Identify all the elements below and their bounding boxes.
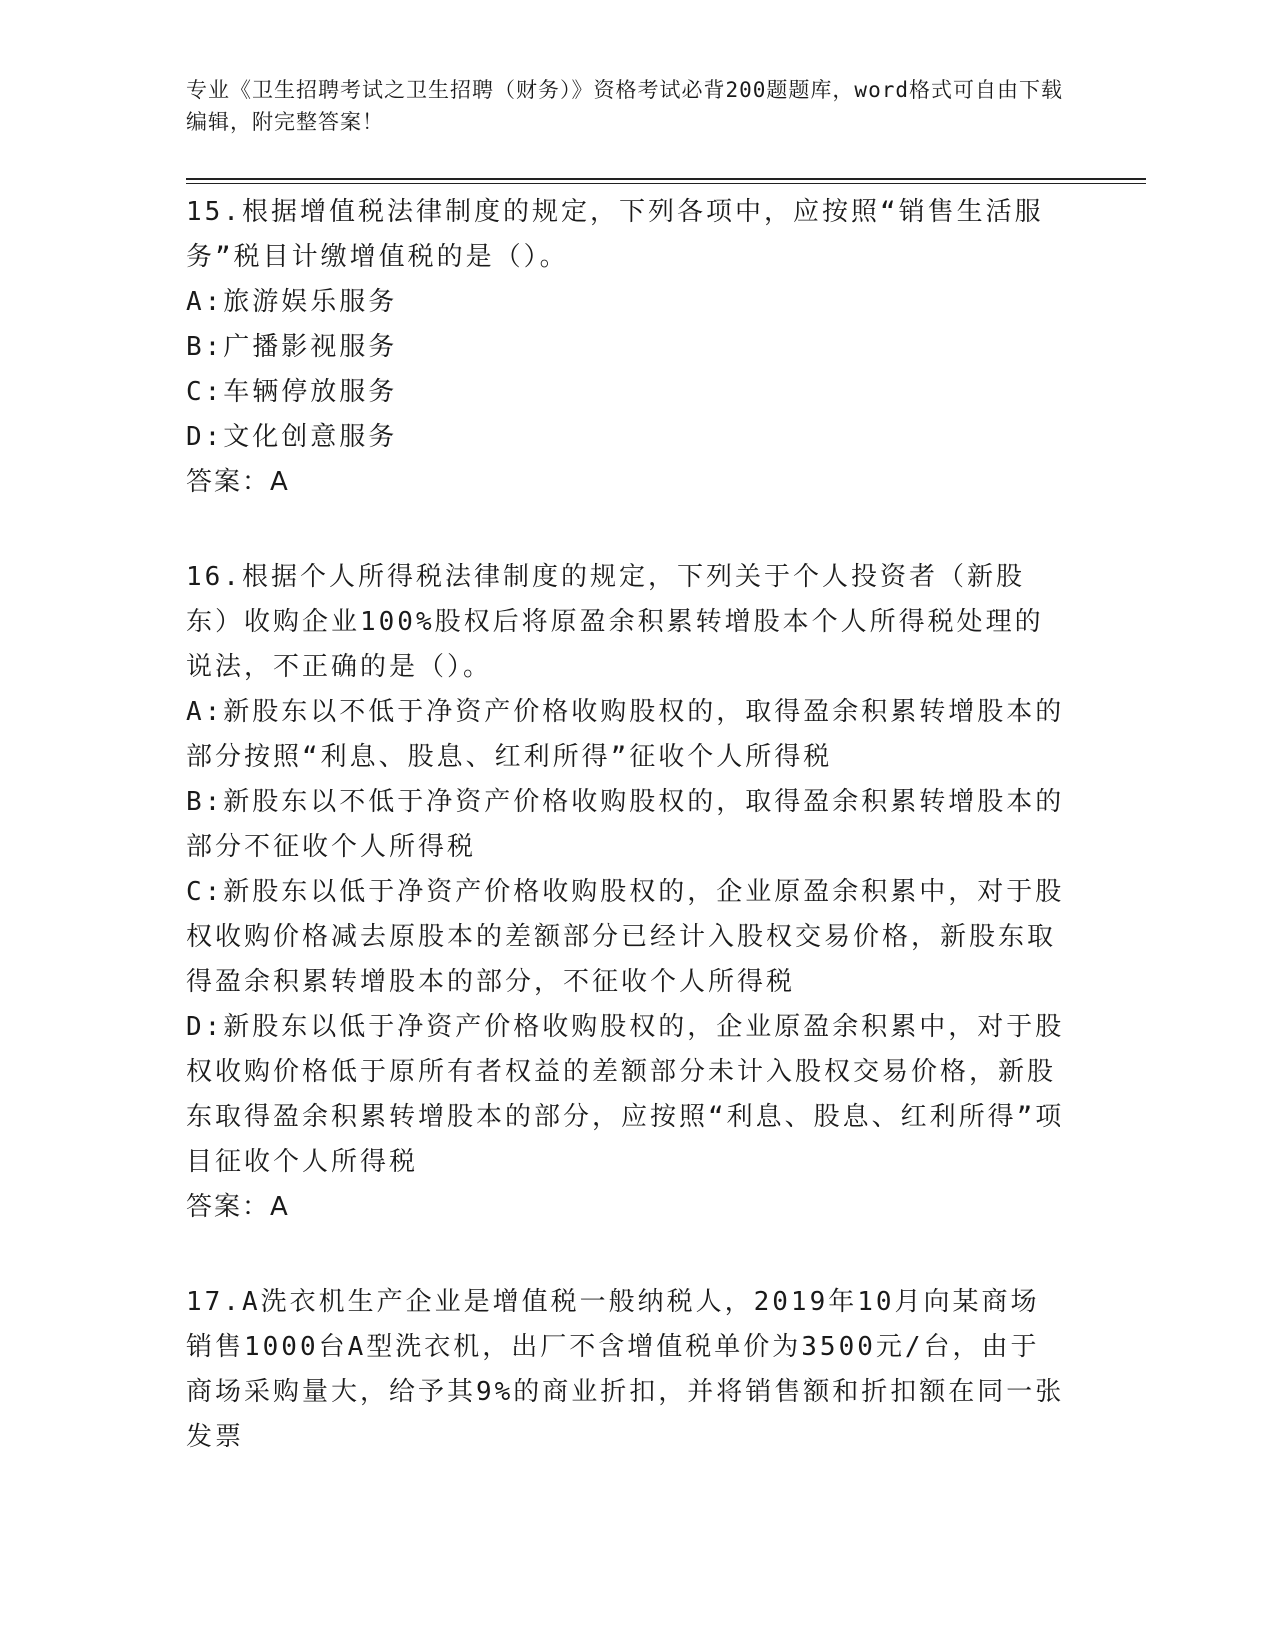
question-stem: 15.根据增值税法律制度的规定，下列各项中，应按照“销售生活服务”税目计缴增值税的是（）。 (186, 197, 1044, 272)
question-list (186, 190, 1066, 1460)
option-c: C:车辆停放服务 (186, 377, 398, 407)
question-16 (186, 555, 1066, 1230)
option-c: C:新股东以低于净资产价格收购股权的，企业原盈余积累中，对于股权收购价格减去原股本的差额部分已经计入股权交易价格，新股东取得盈余积累转增股本的部分，不征收个人所得税 (186, 877, 1065, 997)
question-stem: 17.A洗衣机生产企业是增值税一般纳税人，2019年10月向某商场销售1000台A型洗衣机，出厂不含增值税单价为3500元/台，由于商场采购量大，给予其9%的商业折扣，并将销售额和折扣额在同一张发票 (186, 1287, 1065, 1452)
question-15 (186, 190, 1066, 505)
header-divider (186, 178, 1146, 184)
question-stem: 16.根据个人所得税法律制度的规定，下列关于个人投资者（新股东）收购企业100%股权后将原盈余积累转增股本个人所得税处理的说法，不正确的是（）。 (186, 562, 1044, 682)
option-a: A:旅游娱乐服务 (186, 287, 398, 317)
option-d: D:新股东以低于净资产价格收购股权的，企业原盈余积累中，对于股权收购价格低于原所有者权益的差额部分未计入股权交易价格，新股东取得盈余积累转增股本的部分，应按照“利息、股息、红利所得”项目征收个人所得税 (186, 1012, 1065, 1177)
page-header: 专业《卫生招聘考试之卫生招聘（财务）》资格考试必背200题题库，word格式可自由下载编辑，附完整答案！ (186, 78, 1063, 134)
option-d: D:文化创意服务 (186, 422, 398, 452)
question-17 (186, 1280, 1066, 1460)
answer-label: 答案：A (186, 467, 290, 497)
divider-thin (186, 183, 1146, 184)
answer-label: 答案：A (186, 1192, 290, 1222)
option-a: A:新股东以不低于净资产价格收购股权的，取得盈余积累转增股本的部分按照“利息、股息、红利所得”征收个人所得税 (186, 697, 1065, 772)
option-b: B:广播影视服务 (186, 332, 398, 362)
option-b: B:新股东以不低于净资产价格收购股权的，取得盈余积累转增股本的部分不征收个人所得税 (186, 787, 1065, 862)
